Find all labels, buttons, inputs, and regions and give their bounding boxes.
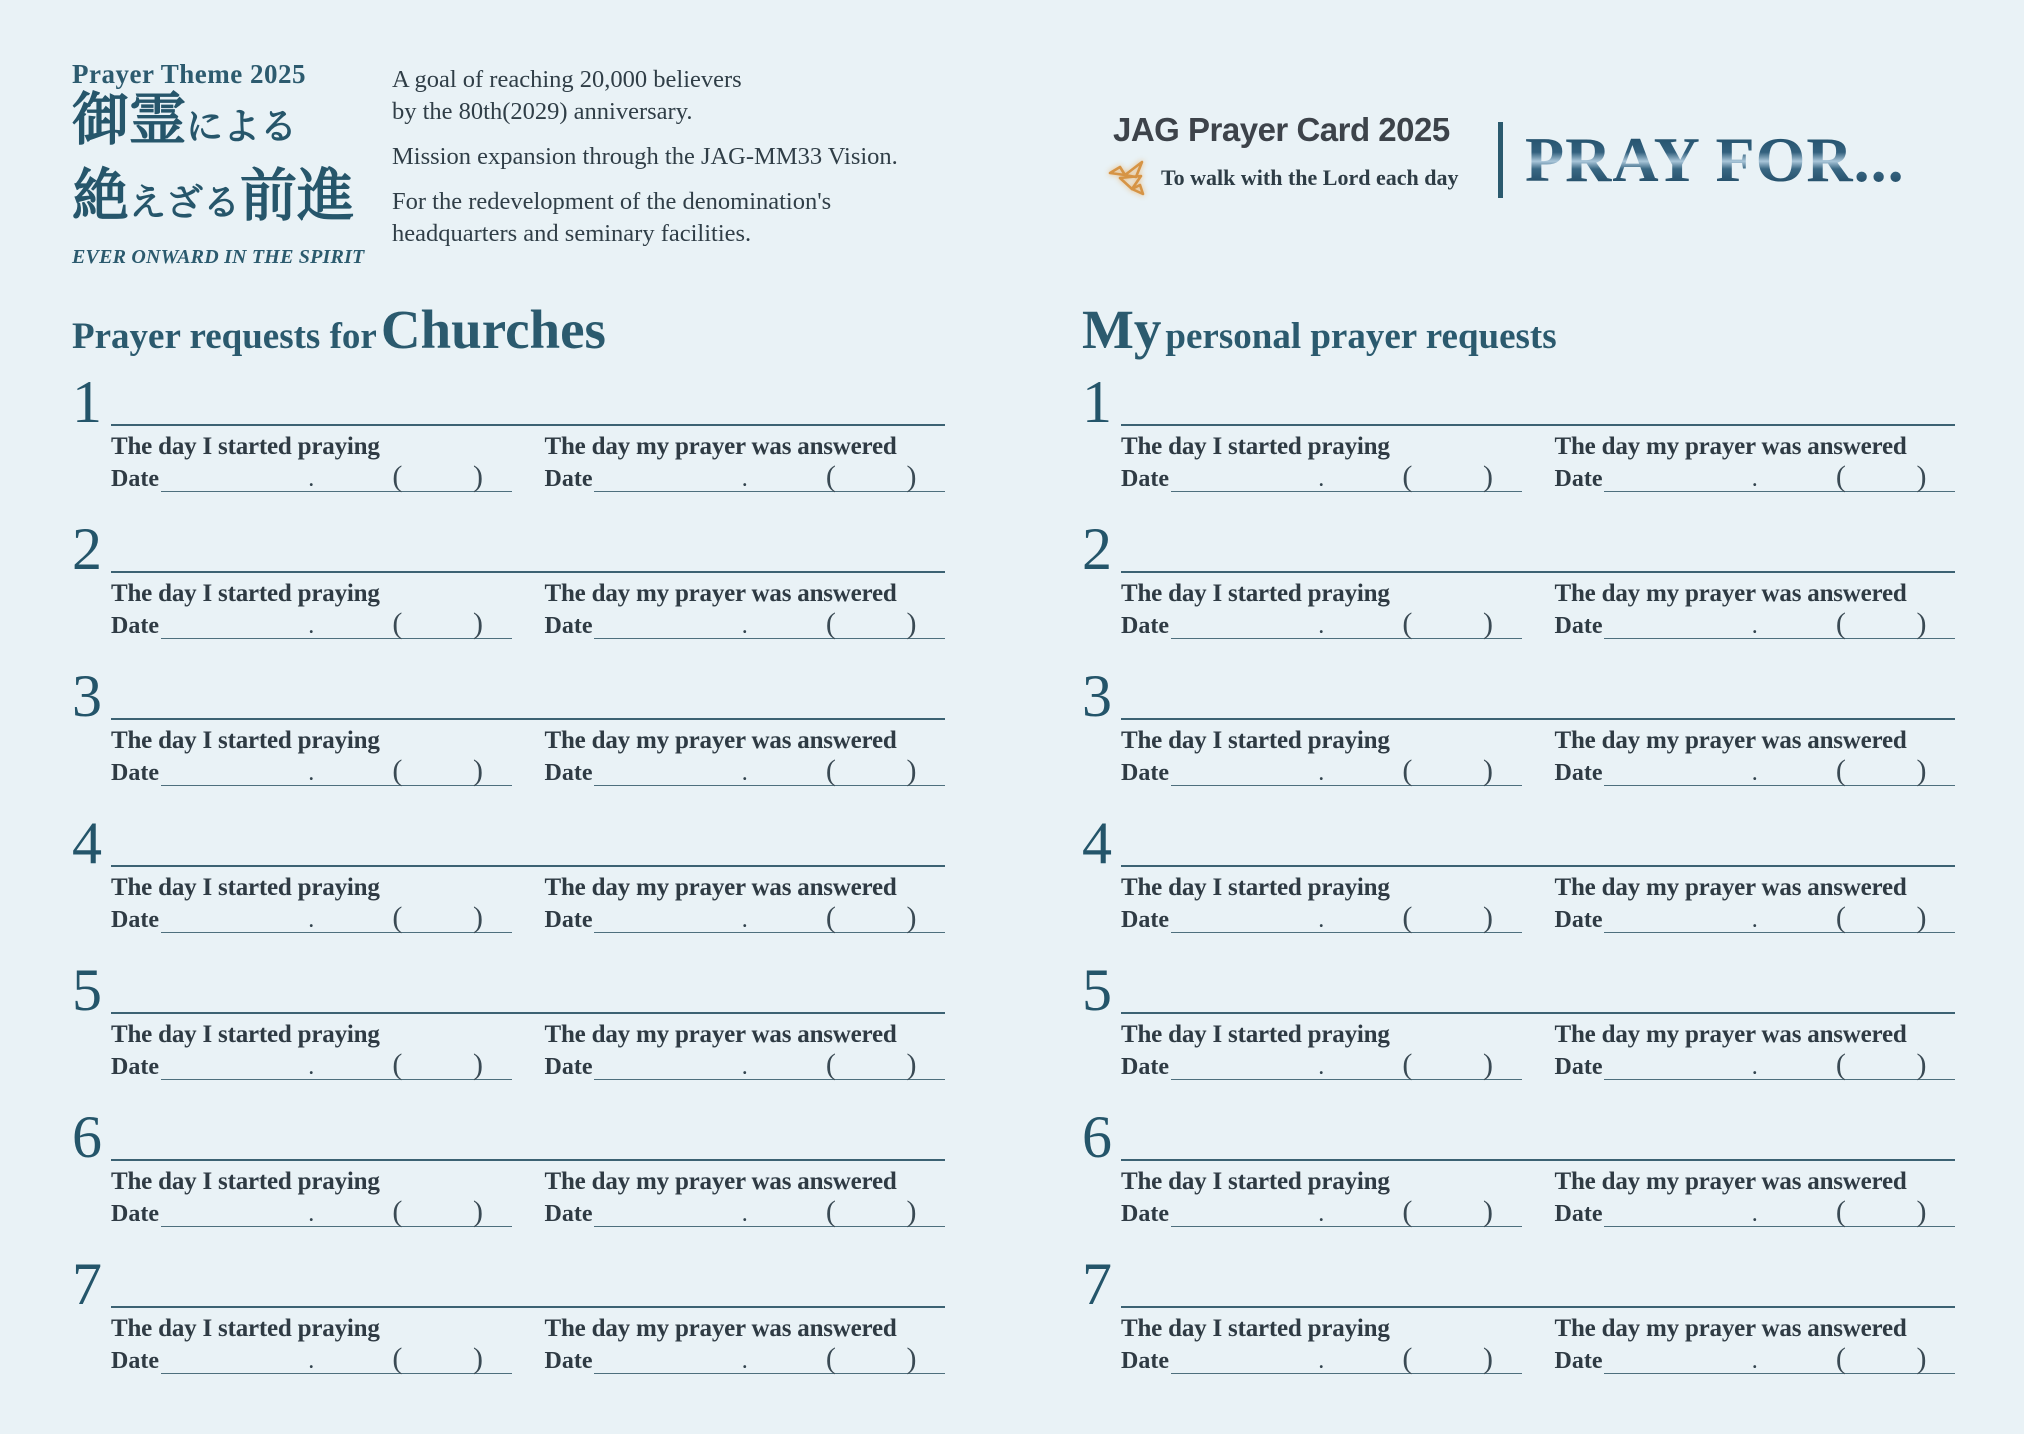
date-label: Date [111,760,159,786]
date-label: Date [111,1348,159,1374]
card-title-block [1105,112,1458,200]
request-write-line[interactable] [111,1159,945,1161]
paren-open: ( [825,607,836,640]
date-write-line[interactable] [1171,607,1522,640]
date-separator-dot: . [1318,1054,1325,1080]
date-label: Date [1554,760,1603,786]
started-praying-label: The day I started praying [1121,1315,1390,1342]
paren-close: ) [1916,1048,1927,1081]
request-write-line[interactable] [111,571,945,573]
started-praying-field [111,434,512,492]
row-number: 6 [1082,1104,1112,1170]
pray-for-block [1498,122,1905,198]
row-number: 7 [1082,1251,1112,1317]
started-praying-label: The day I started praying [1121,727,1390,754]
paren-close: ) [906,754,917,787]
prayer-answered-field [1555,434,1956,492]
date-label: Date [1554,1054,1603,1080]
paren-close: ) [472,460,483,493]
date-label: Date [1121,1201,1169,1227]
prayer-request-row [72,516,945,670]
paren-open: ( [1402,754,1413,787]
date-separator-dot: . [741,1054,748,1080]
theme-title-japanese-line2: 絶えざる前進 [72,164,354,228]
goals-block [392,64,898,263]
date-write-line[interactable] [1171,1342,1522,1375]
started-praying-label: The day I started praying [1121,874,1390,901]
row-number: 1 [1082,369,1112,435]
date-label: Date [1554,1201,1603,1227]
date-label: Date [111,1054,159,1080]
request-write-line[interactable] [111,718,945,720]
request-write-line[interactable] [1121,1012,1955,1014]
date-label: Date [111,1201,159,1227]
date-separator-dot: . [1751,907,1758,933]
paren-close: ) [1482,460,1493,493]
paren-close: ) [906,460,917,493]
prayer-answered-label: The day my prayer was answered [544,433,897,460]
prayer-request-row [72,369,945,523]
date-label: Date [1554,466,1603,492]
pray-for-headline: PRAY FOR... [1525,124,1905,195]
date-write-line[interactable] [1604,607,1955,640]
date-label: Date [1554,613,1603,639]
paren-open: ( [825,1342,836,1375]
date-write-line[interactable] [1171,901,1522,934]
request-write-line[interactable] [1121,1306,1955,1308]
paren-close: ) [906,1048,917,1081]
date-separator-dot: . [741,1348,748,1374]
started-praying-field [1121,581,1522,639]
request-write-line[interactable] [1121,865,1955,867]
prayer-request-row [1082,369,1955,523]
date-label: Date [1121,466,1169,492]
date-label: Date [544,907,593,933]
started-praying-label: The day I started praying [111,1168,380,1195]
date-write-line[interactable] [161,607,512,640]
date-separator-dot: . [1751,1054,1758,1080]
paren-open: ( [392,754,403,787]
paren-open: ( [1402,1342,1413,1375]
paren-open: ( [825,460,836,493]
started-praying-field [111,581,512,639]
date-write-line[interactable] [594,460,945,493]
date-label: Date [111,466,159,492]
started-praying-field [111,1022,512,1080]
date-write-line[interactable] [1604,1195,1955,1228]
started-praying-field [111,1169,512,1227]
date-label: Date [1121,613,1169,639]
paren-open: ( [1402,1195,1413,1228]
section-heading-churches: Prayer requests for Churches [72,299,606,360]
prayer-answered-label: The day my prayer was answered [1554,727,1907,754]
paren-open: ( [1835,1342,1846,1375]
date-write-line[interactable] [1171,1048,1522,1081]
paren-close: ) [906,607,917,640]
churches-request-list [72,369,945,1405]
date-label: Date [1554,907,1603,933]
date-write-line[interactable] [161,754,512,787]
date-separator-dot: . [308,1054,315,1080]
date-write-line[interactable] [1604,1048,1955,1081]
date-separator-dot: . [1318,466,1325,492]
prayer-answered-label: The day my prayer was answered [1554,1021,1907,1048]
date-separator-dot: . [741,613,748,639]
paren-open: ( [392,1342,403,1375]
prayer-request-row [1082,516,1955,670]
prayer-request-row [1082,663,1955,817]
prayer-answered-field [545,875,946,933]
date-separator-dot: . [1751,1348,1758,1374]
date-write-line[interactable] [594,607,945,640]
date-write-line[interactable] [1171,754,1522,787]
paren-close: ) [1482,607,1493,640]
paren-open: ( [1835,754,1846,787]
date-separator-dot: . [1318,1201,1325,1227]
date-separator-dot: . [308,466,315,492]
date-write-line[interactable] [594,1195,945,1228]
paren-close: ) [1482,1342,1493,1375]
date-label: Date [544,760,593,786]
row-number: 2 [72,516,102,582]
request-write-line[interactable] [111,865,945,867]
paren-close: ) [472,607,483,640]
card-title: JAG Prayer Card 2025 [1113,111,1450,148]
date-separator-dot: . [1318,760,1325,786]
paren-open: ( [825,901,836,934]
row-number: 6 [72,1104,102,1170]
paren-close: ) [1482,754,1493,787]
request-write-line[interactable] [111,424,945,426]
personal-request-list [1082,369,1955,1405]
date-write-line[interactable] [1604,754,1955,787]
date-separator-dot: . [741,760,748,786]
prayer-answered-field [1555,581,1956,639]
started-praying-field [1121,1169,1522,1227]
churches-page [72,296,945,1405]
request-write-line[interactable] [111,1306,945,1308]
date-write-line[interactable] [161,1048,512,1081]
prayer-request-row [72,1251,945,1405]
paren-close: ) [472,1342,483,1375]
date-separator-dot: . [1318,1348,1325,1374]
request-write-line[interactable] [1121,718,1955,720]
row-number: 5 [1082,957,1112,1023]
date-separator-dot: . [308,1348,315,1374]
paren-open: ( [1835,1195,1846,1228]
date-separator-dot: . [1751,1201,1758,1227]
paren-open: ( [1835,901,1846,934]
row-number: 4 [1082,810,1112,876]
date-separator-dot: . [308,907,315,933]
date-write-line[interactable] [1604,901,1955,934]
date-write-line[interactable] [594,1048,945,1081]
paren-open: ( [825,1195,836,1228]
prayer-request-row [1082,810,1955,964]
row-number: 3 [1082,663,1112,729]
prayer-answered-label: The day my prayer was answered [1554,1168,1907,1195]
paren-open: ( [1402,901,1413,934]
date-write-line[interactable] [1604,1342,1955,1375]
date-label: Date [111,613,159,639]
prayer-answered-label: The day my prayer was answered [544,727,897,754]
started-praying-field [111,728,512,786]
paren-open: ( [392,460,403,493]
started-praying-label: The day I started praying [111,1021,380,1048]
prayer-answered-field [545,1022,946,1080]
date-label: Date [111,907,159,933]
prayer-answered-field [1555,1316,1956,1374]
paren-open: ( [825,1048,836,1081]
row-number: 4 [72,810,102,876]
prayer-answered-field [1555,728,1956,786]
prayer-answered-label: The day my prayer was answered [1554,1315,1907,1342]
prayer-request-row [1082,1104,1955,1258]
prayer-answered-field [545,581,946,639]
date-write-line[interactable] [1604,460,1955,493]
date-label: Date [544,1054,593,1080]
date-write-line[interactable] [161,901,512,934]
started-praying-label: The day I started praying [111,874,380,901]
started-praying-label: The day I started praying [1121,1021,1390,1048]
paren-close: ) [1916,607,1927,640]
goal-paragraph-1: A goal of reaching 20,000 believers by the 80th(2029) anniversary. [392,66,742,125]
date-write-line[interactable] [161,1195,512,1228]
date-separator-dot: . [1318,613,1325,639]
prayer-answered-label: The day my prayer was answered [1554,874,1907,901]
paren-close: ) [1482,901,1493,934]
paren-close: ) [1916,1342,1927,1375]
paren-open: ( [1835,1048,1846,1081]
prayer-request-row [72,810,945,964]
date-label: Date [544,1201,593,1227]
row-number: 1 [72,369,102,435]
date-separator-dot: . [1318,907,1325,933]
goal-paragraph-3: For the redevelopment of the denomination's headquarters and seminary facilities. [392,188,832,247]
paren-close: ) [472,1048,483,1081]
row-number: 5 [72,957,102,1023]
started-praying-label: The day I started praying [111,580,380,607]
theme-title-japanese-line1: 御霊による [72,88,297,152]
prayer-answered-field [1555,875,1956,933]
date-separator-dot: . [308,760,315,786]
date-label: Date [544,613,593,639]
prayer-answered-label: The day my prayer was answered [544,874,897,901]
started-praying-field [1121,434,1522,492]
prayer-answered-label: The day my prayer was answered [544,580,897,607]
started-praying-label: The day I started praying [1121,580,1390,607]
prayer-answered-field [545,434,946,492]
prayer-answered-label: The day my prayer was answered [1554,433,1907,460]
section-heading-personal: My personal prayer requests [1082,299,1557,360]
date-write-line[interactable] [1171,1195,1522,1228]
origami-dove-icon [1105,156,1155,200]
paren-close: ) [906,1195,917,1228]
date-separator-dot: . [308,613,315,639]
paren-close: ) [1916,901,1927,934]
prayer-theme-label: Prayer Theme 2025 [72,59,306,89]
paren-close: ) [1916,1195,1927,1228]
prayer-answered-field [545,1316,946,1374]
paren-close: ) [1482,1048,1493,1081]
paren-open: ( [392,1195,403,1228]
paren-open: ( [1835,607,1846,640]
paren-close: ) [1916,754,1927,787]
started-praying-field [1121,1316,1522,1374]
prayer-request-row [1082,957,1955,1111]
date-label: Date [1121,907,1169,933]
started-praying-field [111,1316,512,1374]
started-praying-field [1121,1022,1522,1080]
date-label: Date [544,466,593,492]
started-praying-field [111,875,512,933]
paren-open: ( [825,754,836,787]
paren-close: ) [472,901,483,934]
date-label: Date [1121,760,1169,786]
started-praying-label: The day I started praying [111,433,380,460]
row-number: 3 [72,663,102,729]
goal-paragraph-2: Mission expansion through the JAG-MM33 Vision. [392,143,898,170]
paren-open: ( [1835,460,1846,493]
date-label: Date [1121,1348,1169,1374]
started-praying-label: The day I started praying [111,727,380,754]
prayer-answered-label: The day my prayer was answered [1554,580,1907,607]
request-write-line[interactable] [1121,424,1955,426]
paren-close: ) [472,754,483,787]
prayer-answered-field [545,1169,946,1227]
date-write-line[interactable] [594,901,945,934]
paren-open: ( [1402,460,1413,493]
request-write-line[interactable] [1121,571,1955,573]
paren-open: ( [1402,1048,1413,1081]
prayer-answered-field [1555,1022,1956,1080]
paren-open: ( [392,1048,403,1081]
date-separator-dot: . [741,907,748,933]
started-praying-label: The day I started praying [1121,433,1390,460]
date-label: Date [1554,1348,1603,1374]
paren-close: ) [472,1195,483,1228]
date-separator-dot: . [741,466,748,492]
date-write-line[interactable] [594,754,945,787]
headline-divider [1498,122,1503,198]
request-write-line[interactable] [111,1012,945,1014]
started-praying-label: The day I started praying [1121,1168,1390,1195]
prayer-request-row [1082,1251,1955,1405]
paren-close: ) [1482,1195,1493,1228]
personal-page [1082,296,1955,1405]
prayer-request-row [72,1104,945,1258]
date-write-line[interactable] [161,460,512,493]
date-separator-dot: . [1751,466,1758,492]
prayer-answered-field [545,728,946,786]
date-separator-dot: . [741,1201,748,1227]
prayer-answered-label: The day my prayer was answered [544,1315,897,1342]
request-write-line[interactable] [1121,1159,1955,1161]
paren-open: ( [392,607,403,640]
prayer-answered-label: The day my prayer was answered [544,1021,897,1048]
paren-close: ) [1916,460,1927,493]
started-praying-field [1121,728,1522,786]
started-praying-field [1121,875,1522,933]
paren-close: ) [906,901,917,934]
paren-open: ( [1402,607,1413,640]
paren-close: ) [906,1342,917,1375]
date-label: Date [1121,1054,1169,1080]
date-separator-dot: . [1751,613,1758,639]
started-praying-label: The day I started praying [111,1315,380,1342]
prayer-request-row [72,957,945,1111]
date-write-line[interactable] [161,1342,512,1375]
prayer-answered-field [1555,1169,1956,1227]
date-label: Date [544,1348,593,1374]
prayer-answered-label: The day my prayer was answered [544,1168,897,1195]
date-separator-dot: . [308,1201,315,1227]
card-tagline: To walk with the Lord each day [1161,165,1459,191]
date-separator-dot: . [1751,760,1758,786]
paren-open: ( [392,901,403,934]
row-number: 2 [1082,516,1112,582]
theme-subtitle-english: EVER ONWARD IN THE SPIRIT [72,245,365,268]
prayer-request-row [72,663,945,817]
date-write-line[interactable] [594,1342,945,1375]
row-number: 7 [72,1251,102,1317]
date-write-line[interactable] [1171,460,1522,493]
prayer-theme-block [72,60,364,269]
